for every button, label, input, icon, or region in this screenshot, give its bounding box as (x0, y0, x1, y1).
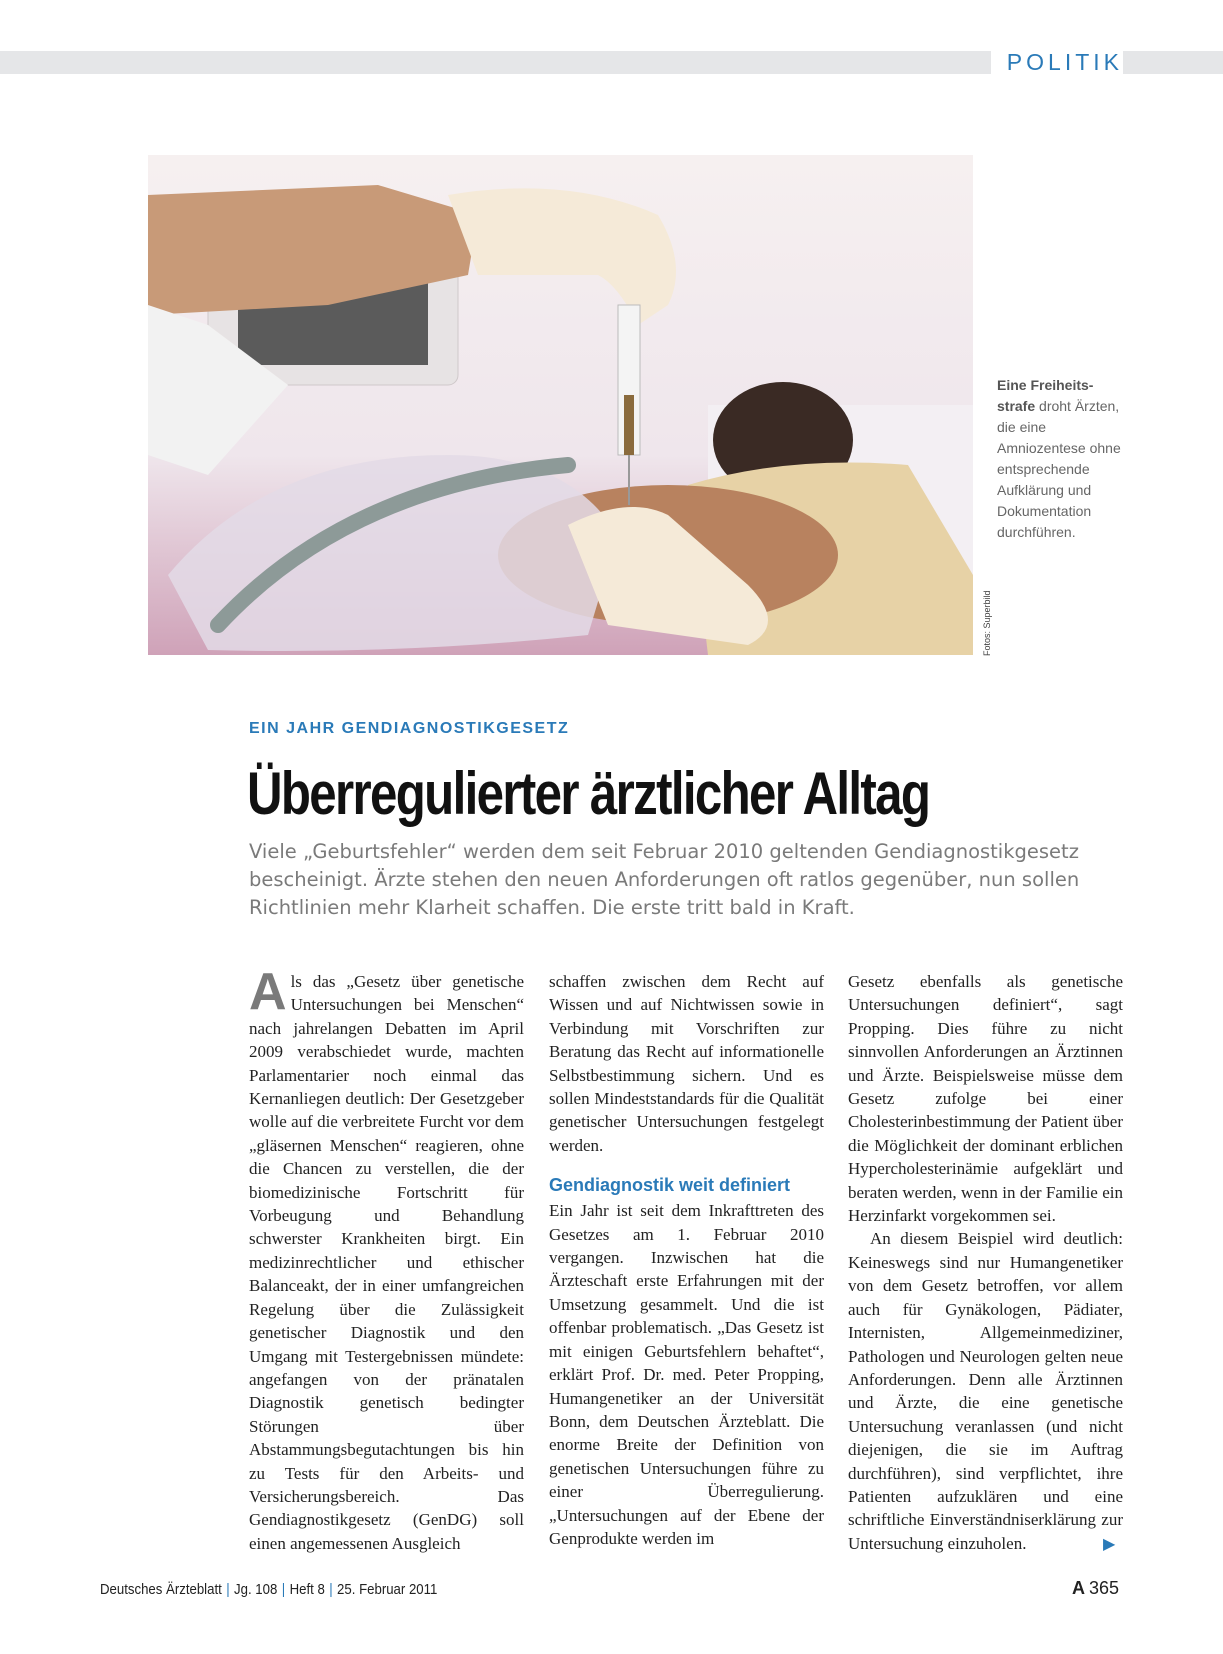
article-column-2 (549, 970, 824, 1550)
photo-credit: Fotos: Superbild (982, 590, 992, 656)
drop-cap: A (249, 963, 287, 1021)
photo-caption (997, 375, 1127, 543)
footer-volume: Jg. 108 (234, 1581, 278, 1598)
footer-citation: Deutsches Ärzteblatt | Jg. 108 | Heft 8 | 25. Februar 2011 (100, 1581, 438, 1598)
column-3-paragraph-2: An diesem Beispiel wird deutlich: Keineswegs sind nur Humangenetiker von dem Gesetz betroffen, vor allem auch für Gynäkologen, Pädiater, Internisten, Allgemeinmediziner, Pathologen und Neurologen gelten neue Anforderungen. Denn alle Ärztinnen und Ärzte, die eine genetische Untersuchung veranlassen (und nicht diejenigen, die sie im Auftrag durchführen), sind verpflichtet, ihre Patienten aufzuklären und eine schriftliche Einverständniserklärung zur Untersuchung einzuholen. (848, 1229, 1123, 1553)
column-2-paragraph-1: schaffen zwischen dem Recht auf Wissen und auf Nichtwissen sowie in Verbindung mit Vorschriften zur Beratung das Recht auf informationelle Selbstbestimmung sichern. Und es sollen Mindeststandards für die Qualität genetischer Untersuchungen festgelegt werden. (549, 972, 824, 1155)
section-label: POLITIK (991, 46, 1123, 78)
article-photo (148, 155, 973, 655)
footer-journal: Deutsches Ärzteblatt (100, 1581, 222, 1598)
page-number (1072, 1578, 1119, 1599)
amniocentesis-photo (148, 155, 973, 655)
page-number-value: 365 (1088, 1578, 1119, 1598)
article-column-3 (848, 970, 1123, 1555)
column-3-paragraph-1: Gesetz ebenfalls als genetische Untersuchungen definiert“, sagt Propping. Dies führe zu nicht sinnvollen Anforderungen an Ärztinnen und Ärzte. Beispielsweise müsse dem Gesetz zufolge bei einer Cholesterinbestimmung der Patient über die Möglichkeit der dominant erblichen Hypercholesterinämie aufgeklärt und beraten werden, wenn in der Familie ein Herzinfarkt vorgekommen sei. (848, 972, 1123, 1226)
article-title: Überregulierter ärztlicher Alltag (247, 760, 930, 827)
article-column-1 (249, 963, 524, 1555)
column-1-text: ls das „Gesetz über genetische Untersuchungen bei Menschen“ nach jahrelangen Debatten im April 2009 verabschiedet wurde, machten Parlamentarier noch einmal das Kernanliegen deutlich: Der Gesetzgeber wolle auf die verbreitete Furcht vor dem „gläsernen Menschen“ reagieren, ohne die Chancen zu verstellen, die der biomedizinische Fortschritt für Vorbeugung und Behandlung schwerster Krankheiten birgt. Ein medizinrechtlicher und ethischer Balanceakt, der in einer umfangreichen Regelung über die Zulässigkeit genetischer Diagnostik und den Umgang mit Testergebnissen mündete: angefangen von der pränatalen Diagnostik genetisch bedingter Störungen über Abstammungsbegutachtungen bis hin zu Tests für den Arbeits- und Versicherungsbereich. Das Gendiagnostikgesetz (GenDG) soll einen angemessenen Ausgleich (249, 972, 524, 1553)
caption-bold: Eine Freiheits-strafe (997, 377, 1094, 414)
footer-date: 25. Februar 2011 (337, 1581, 438, 1598)
article-kicker: EIN JAHR GENDIAGNOSTIKGESETZ (249, 720, 570, 737)
caption-text: droht Ärzten, die eine Amniozentese ohne entsprechende Aufklärung und Dokumentation durchführen. (997, 398, 1121, 540)
continue-arrow-icon: ▶ (1103, 1536, 1116, 1553)
article-lead: Viele „Geburtsfehler“ werden dem seit Februar 2010 geltenden Gendiagnostikgesetz bescheinigt. Ärzte stehen den neuen Anforderungen oft ratlos gegenüber, nun sollen Richtlinien mehr Klarheit schaffen. Die erste tritt bald in Kraft. (249, 840, 1080, 919)
page-prefix: A (1071, 1578, 1085, 1598)
footer-issue: Heft 8 (289, 1581, 325, 1598)
column-2-paragraph-2: Ein Jahr ist seit dem Inkrafttreten des Gesetzes am 1. Februar 2010 vergangen. Inzwischen hat die Ärzteschaft erste Erfahrungen mit der Umsetzung gesammelt. Und die ist offenbar problematisch. „Das Gesetz ist mit einigen Geburtsfehlern behaftet“, erklärt Prof. Dr. med. Peter Propping, Humangenetiker an der Universität Bonn, dem Deutschen Ärzteblatt. Die enorme Breite der Definition von genetischen Untersuchungen führe zu einer Überregulierung. „Untersuchungen auf der Ebene der Genprodukte werden im (549, 1201, 824, 1548)
subheading: Gendiagnostik weit definiert (549, 1175, 791, 1196)
